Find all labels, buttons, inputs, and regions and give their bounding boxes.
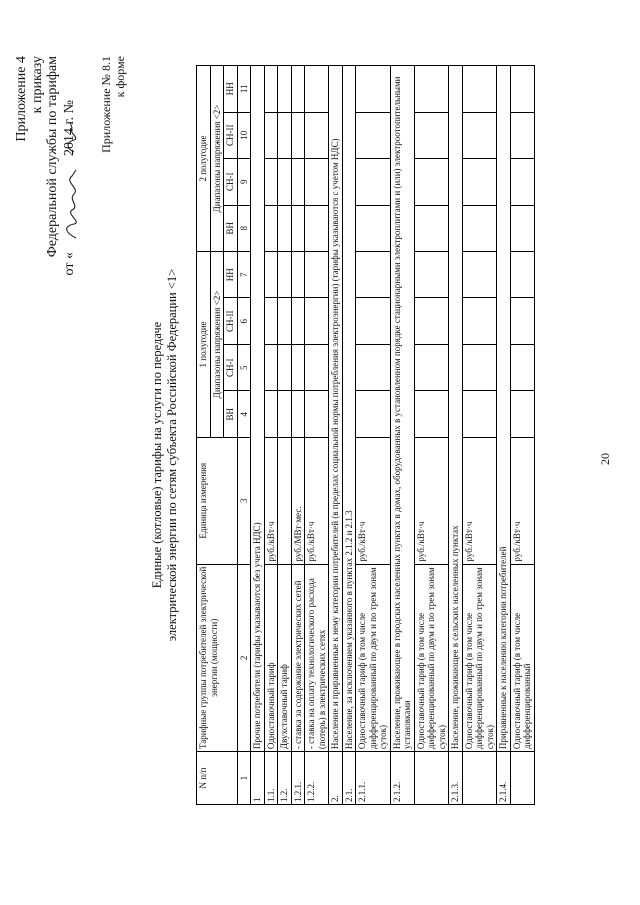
tariff-value-cell[interactable] [305,112,329,158]
column-number-cell: 10 [237,112,251,158]
tariff-value-cell[interactable] [291,205,305,251]
tariff-value-cell[interactable] [462,344,497,390]
unit-cell: руб./кВт·ч [264,437,278,564]
tariff-value-cell[interactable] [462,391,497,437]
tariff-value-cell[interactable] [414,298,449,344]
tariff-value-cell[interactable] [278,252,292,298]
tariff-value-cell[interactable] [462,298,497,344]
sn2-1: СН-II [224,298,238,344]
sn1-2: СН-I [224,159,238,205]
tariff-value-cell[interactable] [278,205,292,251]
tariff-value-cell[interactable] [356,391,391,437]
tariff-value-cell[interactable] [305,252,329,298]
section-heading: Прочие потребители (тарифы указываются без учета НДС) [251,66,265,752]
column-number-cell: 4 [237,391,251,437]
column-number-cell: 8 [237,205,251,251]
tariff-value-cell[interactable] [414,112,449,158]
tariff-value-cell[interactable] [462,159,497,205]
tariff-group-name: - ставка за содержание электрических сетей [291,564,305,752]
annex-subtitle: к форме [113,56,127,98]
row-number: 1.2. [278,752,292,805]
tariff-value-cell[interactable] [291,159,305,205]
column-number-row [237,66,251,805]
tariff-value-cell[interactable] [305,298,329,344]
unit-cell: руб./МВт·мес. [291,437,305,564]
row-number: 2.1. [342,752,356,805]
tariff-value-cell[interactable] [305,344,329,390]
tariff-value-cell[interactable] [291,298,305,344]
column-number-cell: 5 [237,344,251,390]
tariff-value-cell[interactable] [414,159,449,205]
sn1-1: СН-I [224,344,238,390]
table-row [264,66,278,805]
tariff-value-cell[interactable] [278,391,292,437]
tariff-value-cell[interactable] [278,112,292,158]
column-number-cell: 3 [237,437,251,564]
tariff-group-name: - ставка на оплату технологического расхода (потерь) в электрических сетях [305,564,329,752]
section-row [329,66,343,805]
col-header-unit: Единица измерения [197,437,238,564]
row-number: 1 [251,752,265,805]
tariff-value-cell[interactable] [356,66,391,113]
tariff-group-name: Одноставочный тариф (в том числе дифференцированный по двум и по трем зонам суток) [356,564,391,752]
tariff-value-cell[interactable] [264,112,278,158]
table-row [414,66,449,805]
tariff-value-cell[interactable] [305,159,329,205]
tariff-value-cell[interactable] [356,112,391,158]
tariff-group-name: Одноставочный тариф [264,564,278,752]
tariff-value-cell[interactable] [462,66,497,113]
tariff-value-cell[interactable] [356,252,391,298]
tariff-group-name: Двухставочный тариф [278,564,292,752]
tariff-value-cell[interactable] [291,66,305,113]
table-row [462,66,497,805]
col-header-half2: 2 полугодие [197,66,211,252]
page-number: 20 [598,453,612,465]
date-suffix: 2014 г. № [62,100,77,157]
tariff-value-cell[interactable] [264,252,278,298]
tariff-value-cell[interactable] [510,159,534,205]
tariff-value-cell[interactable] [356,344,391,390]
table-row [305,66,329,805]
row-number [414,752,449,805]
column-number-cell: 11 [237,66,251,113]
unit-cell: руб./кВт·ч [305,437,329,564]
tariff-value-cell[interactable] [356,298,391,344]
tariff-group-name: Одноставочный тариф (в том числе дифференцированный [510,564,534,752]
tariff-value-cell[interactable] [462,252,497,298]
row-number: 2.1.4. [497,752,511,805]
section-row [449,66,463,805]
unit-cell [278,437,292,564]
tariff-group-name: Одноставочный тариф (в том числе дифференцированный по двум и по трем зонам суток) [462,564,497,752]
tariff-value-cell[interactable] [264,344,278,390]
section-heading: Население и приравненные к нему категории потребителей (в пределах социальной нормы потребления электроэнергии) (тарифы указываются с учетом НДС) [329,66,343,752]
table-row [278,66,292,805]
section-heading: Население, проживающее в сельских населенных пунктах [449,66,463,752]
tariff-value-cell[interactable] [291,252,305,298]
tariff-value-cell[interactable] [305,205,329,251]
tariff-value-cell[interactable] [414,205,449,251]
tariff-value-cell[interactable] [264,205,278,251]
col-header-half1: 1 полугодие [197,252,211,438]
tariff-value-cell[interactable] [291,391,305,437]
document-title [150,145,180,765]
tariff-value-cell[interactable] [414,252,449,298]
unit-cell: руб./кВт·ч [462,437,497,564]
section-heading: Приравненные к населению категории потребителей [497,66,511,752]
section-row [251,66,265,805]
tariff-value-cell[interactable] [264,159,278,205]
tariff-value-cell[interactable] [278,66,292,113]
sn2-2: СН-II [224,112,238,158]
tariff-value-cell[interactable] [305,66,329,113]
tariff-value-cell[interactable] [510,205,534,251]
section-heading: Население, проживающее в городских населенных пунктах в домах, оборудованных в установленном порядке стационарными электроплитами и (или) электроотопительными установками [390,66,414,752]
title-line-1: Единые (котловые) тарифы на услуги по передаче [150,321,164,589]
tariff-value-cell[interactable] [278,298,292,344]
tariff-value-cell[interactable] [462,112,497,158]
row-number: 2.1.2. [390,752,414,805]
tariff-value-cell[interactable] [510,344,534,390]
title-line-2: электрической энергии по сетям субъекта Российской Федерации <1> [165,268,179,642]
table-row [291,66,305,805]
tariff-value-cell[interactable] [510,112,534,158]
section-row [342,66,356,805]
handwritten-date-and-number [58,120,84,240]
row-number: 2. [329,752,343,805]
appendix-title: Приложение 4 [14,56,29,142]
tariff-value-cell[interactable] [510,252,534,298]
tariff-value-cell[interactable] [414,66,449,113]
tariff-table [196,65,535,805]
column-number-cell: 7 [237,252,251,298]
row-number: 1.1. [264,752,278,805]
row-number [510,752,534,805]
column-number-cell: 6 [237,298,251,344]
appendix-to-order: к приказу [30,56,45,114]
col-header-group: Тарифные группы потребителей электрической энергии (мощности) [197,564,238,752]
tariff-table-body [251,66,535,805]
tariff-value-cell[interactable] [414,391,449,437]
tariff-value-cell[interactable] [356,205,391,251]
section-row [390,66,414,805]
tariff-value-cell[interactable] [291,344,305,390]
appendix-agency: Федеральной службы по тарифам [45,56,60,258]
unit-cell: руб./кВт·ч [510,437,534,564]
tariff-value-cell[interactable] [510,391,534,437]
section-row [497,66,511,805]
nn-1: НН [224,252,238,298]
unit-cell: руб./кВт·ч [356,437,391,564]
tariff-value-cell[interactable] [278,159,292,205]
tariff-group-name: Одноставочный тариф (в том числе дифференцированный по двум и по трем зонам суток) [414,564,449,752]
tariff-value-cell[interactable] [414,344,449,390]
column-number-cell: 9 [237,159,251,205]
row-number: 2.1.3. [449,752,463,805]
vh-2: ВН [224,205,238,251]
tariff-value-cell[interactable] [462,205,497,251]
row-number: 2.1.1. [356,752,391,805]
tariff-value-cell[interactable] [278,344,292,390]
column-number-cell: 1 [237,752,251,805]
column-number-cell: 2 [237,564,251,752]
unit-cell: руб./кВт·ч [414,437,449,564]
tariff-value-cell[interactable] [356,159,391,205]
section-heading: Население, за исключением указанного в пунктах 2.1.2 и 2.1.3 [342,66,356,752]
tariff-value-cell[interactable] [305,391,329,437]
tariff-value-cell[interactable] [264,298,278,344]
row-number [462,752,497,805]
tariff-value-cell[interactable] [510,66,534,113]
row-number: 1.2.1. [291,752,305,805]
tariff-value-cell[interactable] [510,298,534,344]
col-header-n: N п/п [197,752,238,805]
tariff-value-cell[interactable] [264,391,278,437]
annex-title: Приложение № 8.1 [99,56,113,153]
nn-2: НН [224,66,238,113]
row-number: 1.2.2. [305,752,329,805]
voltage-header-2: Диапазоны напряжения <2> [210,66,224,252]
table-row [356,66,391,805]
vh-1: ВН [224,391,238,437]
tariff-value-cell[interactable] [291,112,305,158]
date-prefix: от « [62,252,77,276]
voltage-header-1: Диапазоны напряжения <2> [210,252,224,438]
table-row [510,66,534,805]
tariff-value-cell[interactable] [264,66,278,113]
